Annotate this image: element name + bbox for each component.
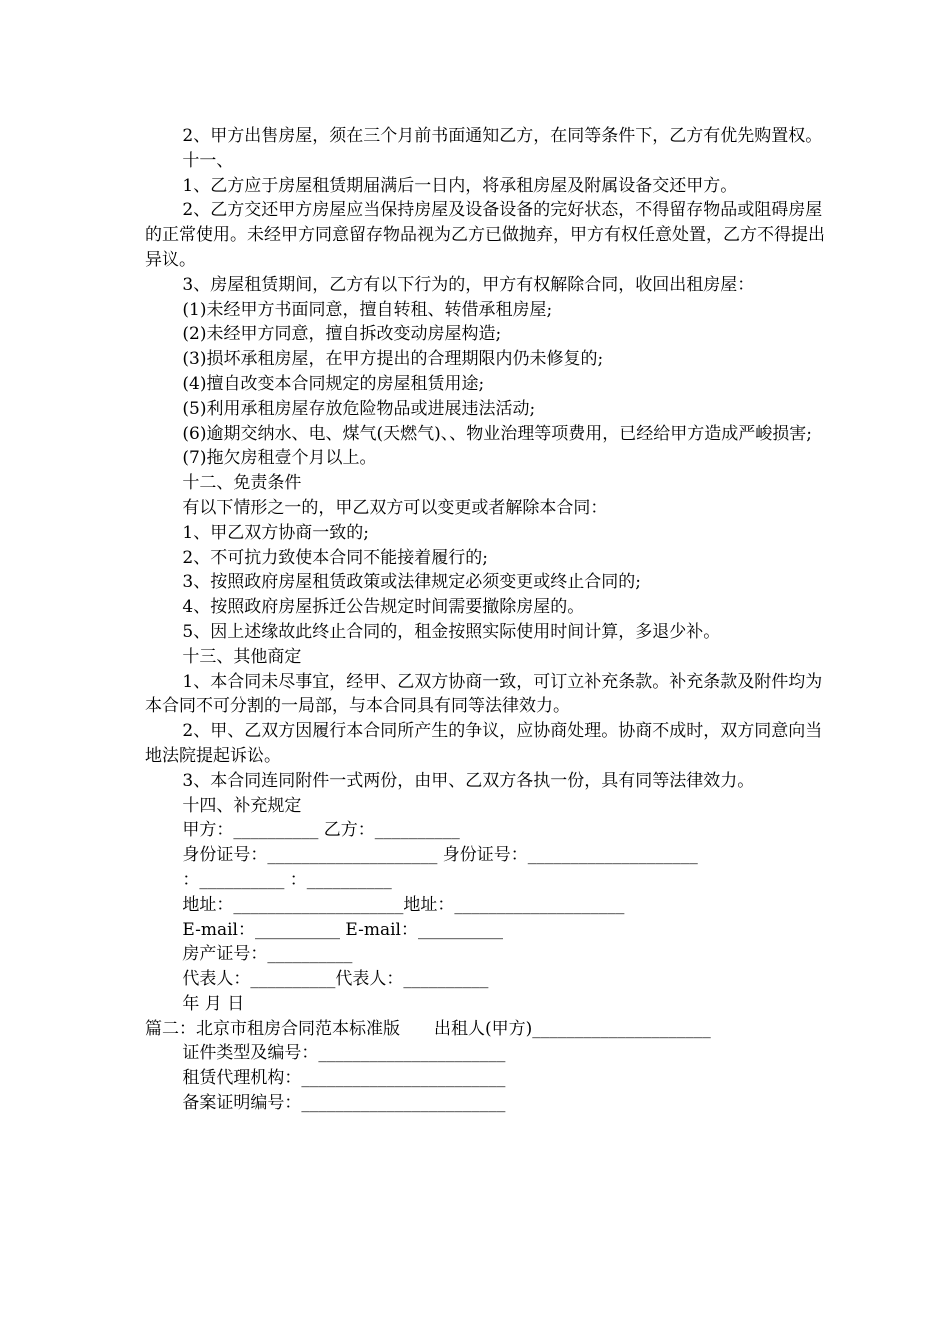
section2-heading: 篇二：北京市租房合同范本标准版 出租人(甲方)_____________________ xyxy=(145,1018,711,1039)
form-field-line: 备案证明编号：________________________ xyxy=(182,1093,506,1114)
clause-line: 1、本合同未尽事宜，经甲、乙双方协商一致，可订立补充条款。补充条款及附件均为本合同不可分割的一局部，与本合同具有同等法律效力。 xyxy=(145,671,823,717)
list-item: 4、按照政府房屋拆迁公告规定时间需要撤除房屋的。 xyxy=(182,597,585,618)
section-heading: 十二、免责条件 xyxy=(182,473,302,494)
section-heading: 十四、补充规定 xyxy=(182,795,302,816)
signature-line: 地址：____________________地址：____________________ xyxy=(182,894,625,915)
list-item: (6)逾期交纳水、电、煤气(天燃气)、、物业治理等项费用，已经给甲方造成严峻损害; xyxy=(182,423,812,444)
form-field-line: 租赁代理机构：________________________ xyxy=(182,1068,506,1089)
list-item: 3、按照政府房屋租赁政策或法律规定必须变更或终止合同的; xyxy=(182,572,641,593)
list-item: 1、甲乙双方协商一致的; xyxy=(182,522,369,543)
list-item: (4)擅自改变本合同规定的房屋租赁用途; xyxy=(182,373,485,394)
form-field-line: 证件类型及编号：______________________ xyxy=(182,1043,506,1064)
signature-line: 身份证号：____________________ 身份证号：____________________ xyxy=(182,845,698,866)
clause-line: 有以下情形之一的，甲乙双方可以变更或者解除本合同： xyxy=(182,497,608,518)
list-item: (5)利用承租房屋存放危险物品或进展违法活动; xyxy=(182,398,536,419)
signature-line: ：__________ ：__________ xyxy=(182,869,392,890)
list-item: (7)拖欠房租壹个月以上。 xyxy=(182,448,377,469)
clause-line: 2、乙方交还甲方房屋应当保持房屋及设备设备的完好状态，不得留存物品或阻碍房屋的正常使用。未经甲方同意留存物品视为乙方已做抛弃，甲方有权任意处置，乙方不得提出异议。 xyxy=(145,200,825,270)
clause-line: 1、乙方应于房屋租赁期届满后一日内，将承租房屋及附属设备交还甲方。 xyxy=(182,175,738,196)
signature-line: 甲方：__________ 乙方：__________ xyxy=(182,820,460,841)
section-heading: 十一、 xyxy=(182,150,234,171)
list-item: 2、不可抗力致使本合同不能接着履行的; xyxy=(182,547,488,568)
clause-line: 3、本合同连同附件一式两份，由甲、乙双方各执一份，具有同等法律效力。 xyxy=(182,770,755,791)
list-item: (2)未经甲方同意，擅自拆改变动房屋构造; xyxy=(182,324,502,345)
clause-line: 2、甲、乙双方因履行本合同所产生的争议，应协商处理。协商不成时，双方同意向当地法院提起诉讼。 xyxy=(145,721,823,766)
clause-line: 3、房屋租赁期间，乙方有以下行为的，甲方有权解除合同，收回出租房屋： xyxy=(182,274,755,295)
section-heading: 十三、其他商定 xyxy=(182,646,302,667)
list-item: 5、因上述缘故此终止合同的，租金按照实际使用时间计算，多退少补。 xyxy=(182,621,721,642)
list-item: (3)损坏承租房屋，在甲方提出的合理期限内仍未修复的; xyxy=(182,349,604,370)
list-item: (1)未经甲方书面同意，擅自转租、转借承租房屋; xyxy=(182,299,553,320)
date-line: 年 月 日 xyxy=(182,993,245,1014)
signature-line: 代表人：__________代表人：__________ xyxy=(182,969,489,990)
signature-line: 房产证号：__________ xyxy=(182,944,353,965)
document-body xyxy=(145,124,825,1116)
signature-line: E-mail：__________ E-mail：__________ xyxy=(182,919,503,940)
clause-line: 2、甲方出售房屋，须在三个月前书面通知乙方，在同等条件下，乙方有优先购置权。 xyxy=(182,126,823,146)
